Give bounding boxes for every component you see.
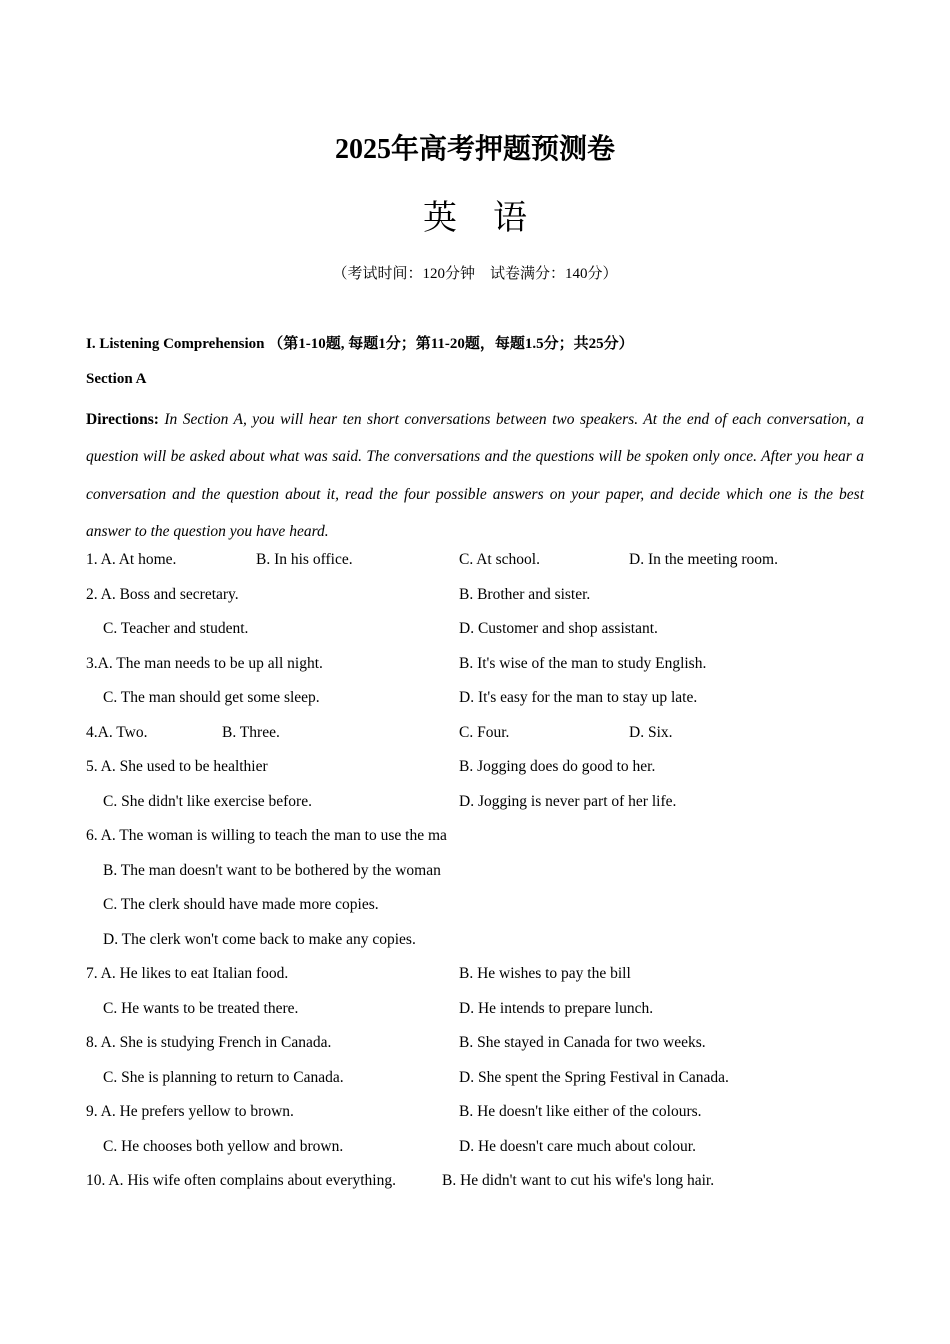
option: 3.A. The man needs to be up all night. [86, 655, 323, 672]
option: D. He intends to prepare lunch. [459, 1000, 654, 1017]
option: 6. A. The woman is willing to teach the man to use the ma [86, 827, 447, 844]
question-6-c [0, 893, 950, 917]
option: C. Four. [459, 724, 510, 741]
option: 2. A. Boss and secretary. [86, 586, 239, 603]
option: D. In the meeting room. [629, 551, 778, 568]
option: 9. A. He prefers yellow to brown. [86, 1103, 294, 1120]
option: B. It's wise of the man to study English. [459, 655, 707, 672]
question-6-d [0, 928, 950, 952]
option: C. He wants to be treated there. [103, 1000, 299, 1017]
question-7 [0, 962, 950, 986]
question-8-cont [0, 1066, 950, 1090]
exam-info: （考试时间：120分钟 试卷满分：140分） [332, 266, 618, 282]
question-2 [0, 583, 950, 607]
option: D. Jogging is never part of her life. [459, 793, 677, 810]
section-heading: I. Listening Comprehension （第1-10题, 每题1分；第11-20题，每题1.5分；共25分） [86, 336, 634, 352]
option: D. He doesn't care much about colour. [459, 1138, 696, 1155]
question-1 [0, 548, 950, 572]
option: B. She stayed in Canada for two weeks. [459, 1034, 706, 1051]
exam-title: 2025年高考押题预测卷 [334, 134, 615, 165]
subject-title: 英语 [423, 200, 563, 237]
question-7-cont [0, 997, 950, 1021]
directions [86, 401, 864, 550]
question-4 [0, 721, 950, 745]
question-3 [0, 652, 950, 676]
directions-text: In Section A, you will hear ten short conversations between two speakers. At the end of each conversation, a question will be asked about what was said. The conversations and the questions will be spoken only once. After you hear a conversation and the question about it, read the four possible answers on your paper, and decide which one is the best answer to the question you have heard. [86, 411, 864, 540]
option: B. Three. [222, 724, 280, 741]
option: C. At school. [459, 551, 540, 568]
option: C. The man should get some sleep. [103, 689, 320, 706]
option: 4.A. Two. [86, 724, 148, 741]
option: C. Teacher and student. [103, 620, 249, 637]
option: C. She didn't like exercise before. [103, 793, 312, 810]
option: B. The man doesn't want to be bothered by the woman [103, 862, 441, 879]
section-label: Section A [86, 371, 147, 387]
option: D. The clerk won't come back to make any copies. [103, 931, 416, 948]
option: 10. A. His wife often complains about everything. [86, 1172, 396, 1189]
question-10 [0, 1169, 950, 1193]
option: C. The clerk should have made more copies. [103, 896, 379, 913]
question-9 [0, 1100, 950, 1124]
option: B. Jogging does do good to her. [459, 758, 656, 775]
option: B. He didn't want to cut his wife's long hair. [442, 1172, 715, 1189]
option: D. It's easy for the man to stay up late. [459, 689, 698, 706]
option: B. Brother and sister. [459, 586, 591, 603]
option: 1. A. At home. [86, 551, 177, 568]
option: B. He doesn't like either of the colours. [459, 1103, 702, 1120]
question-9-cont [0, 1135, 950, 1159]
directions-lead: Directions: [86, 411, 159, 428]
option: 8. A. She is studying French in Canada. [86, 1034, 332, 1051]
option: B. In his office. [256, 551, 353, 568]
question-5 [0, 755, 950, 779]
option: D. Six. [629, 724, 673, 741]
option: C. He chooses both yellow and brown. [103, 1138, 344, 1155]
option: D. She spent the Spring Festival in Canada. [459, 1069, 729, 1086]
option: C. She is planning to return to Canada. [103, 1069, 344, 1086]
option: 7. A. He likes to eat Italian food. [86, 965, 289, 982]
option: 5. A. She used to be healthier [86, 758, 268, 775]
question-3-cont [0, 686, 950, 710]
option: D. Customer and shop assistant. [459, 620, 658, 637]
question-5-cont [0, 790, 950, 814]
question-8 [0, 1031, 950, 1055]
question-6 [0, 824, 950, 848]
question-2-cont [0, 617, 950, 641]
option: B. He wishes to pay the bill [459, 965, 631, 982]
question-6-b [0, 859, 950, 883]
